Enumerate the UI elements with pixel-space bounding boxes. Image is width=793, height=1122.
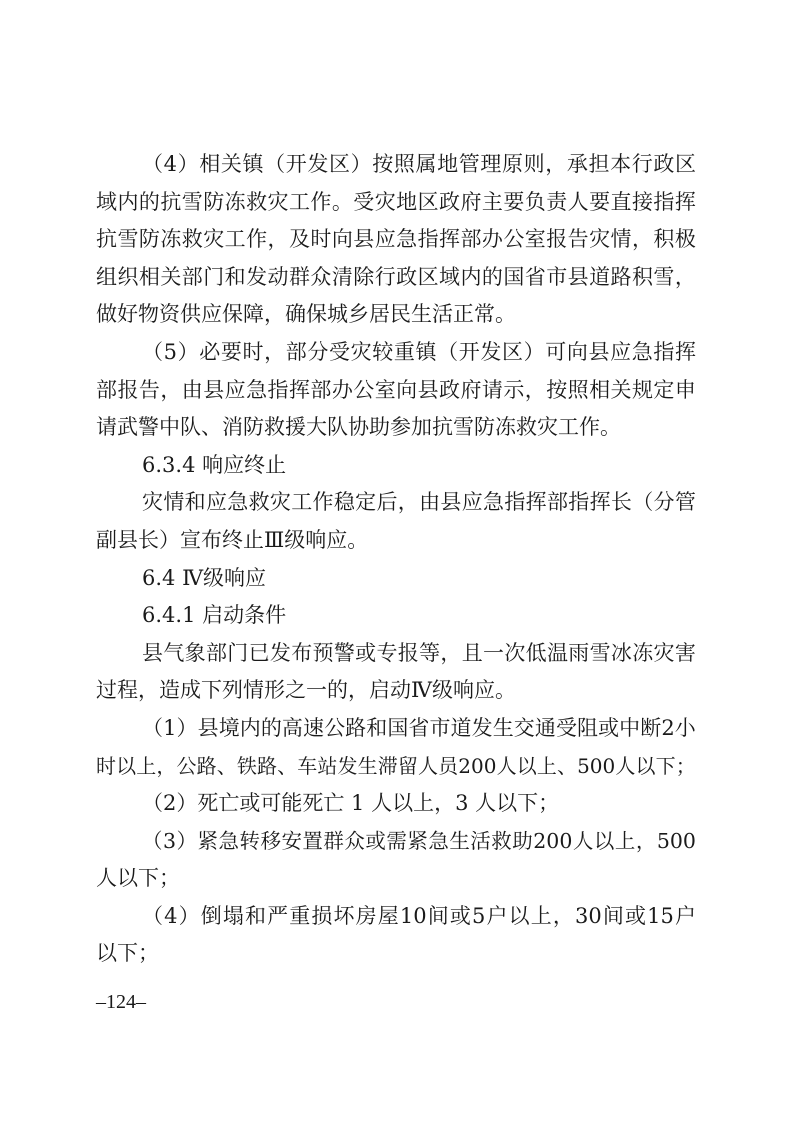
body-text [96, 146, 696, 973]
text-line: （ 3 ） 紧 急 转 移 安 置 群 众 或 需 紧 急 生 活 救 助 200 人 以 上 ， 500 [142, 828, 696, 853]
text-line: 灾 情 和 应 急 救 灾 工 作 稳 定 后 ， 由 县 应 急 指 挥 部 指 挥 长 （ 分 管 [142, 490, 696, 515]
text-line: 部 报 告 ， 由 县 应 急 指 挥 部 办 公 室 向 县 政 府 请 示 ， 按 照 相 关 规 定 申 [96, 377, 696, 402]
text-line: 副县长）宣布终止Ⅲ级响应。 [96, 527, 369, 552]
text-line: 6.4 Ⅳ级响应 [142, 565, 267, 590]
text-line: 人以下； [96, 866, 180, 891]
text-line: （2）死亡或可能死亡 1 人以上，3 人以下； [142, 791, 560, 816]
text-line: （ 4 ） 倒 塌 和 严 重 损 坏 房 屋 10 间 或 5 户 以 上 ， 30 间 或 15 户 [142, 903, 696, 928]
text-line: 做好物资供应保障，确保城乡居民生活正常。 [96, 302, 516, 327]
text-line: 县 气 象 部 门 已 发 布 预 警 或 专 报 等 ， 且 一 次 低 温 雨 雪 冰 冻 灾 害 [142, 640, 696, 665]
text-line: （ 4 ） 相 关 镇 （ 开 发 区 ） 按 照 属 地 管 理 原 则 ， 承 担 本 行 政 区 [142, 152, 696, 176]
text-line: （ 5 ） 必 要 时 ， 部 分 受 灾 较 重 镇 （ 开 发 区 ） 可 向 县 应 急 指 挥 [142, 339, 696, 364]
text-line: 以下； [96, 941, 159, 966]
text-line: 时 以 上 ， 公 路 、 铁 路 、 车 站 发 生 滞 留 人 员 200 人 以 上 、 500 人 以 下 ； [96, 753, 696, 778]
text-line: 组 织 相 关 部 门 和 发 动 群 众 清 除 行 政 区 域 内 的 国 省 市 县 道 路 积 雪 ， [96, 264, 696, 289]
text-line: 6.3.4 响应终止 [142, 452, 287, 477]
text-line: （ 1 ） 县 境 内 的 高 速 公 路 和 国 省 市 道 发 生 交 通 受 阻 或 中 断 2 小 [142, 715, 696, 740]
text-line: 抗 雪 防 冻 救 灾 工 作 ， 及 时 向 县 应 急 指 挥 部 办 公 室 报 告 灾 情 ， 积 极 [96, 227, 696, 252]
text-line: 6.4.1 启动条件 [142, 603, 287, 628]
page-number: –124– [96, 991, 146, 1013]
text-line: 过程，造成下列情形之一的，启动Ⅳ级响应。 [96, 678, 516, 703]
text-line: 请武警中队、消防救援大队协助参加抗雪防冻救灾工作。 [96, 415, 621, 440]
text-line: 域 内 的 抗 雪 防 冻 救 灾 工 作 。 受 灾 地 区 政 府 主 要 负 责 人 要 直 接 指 挥 [96, 189, 696, 214]
